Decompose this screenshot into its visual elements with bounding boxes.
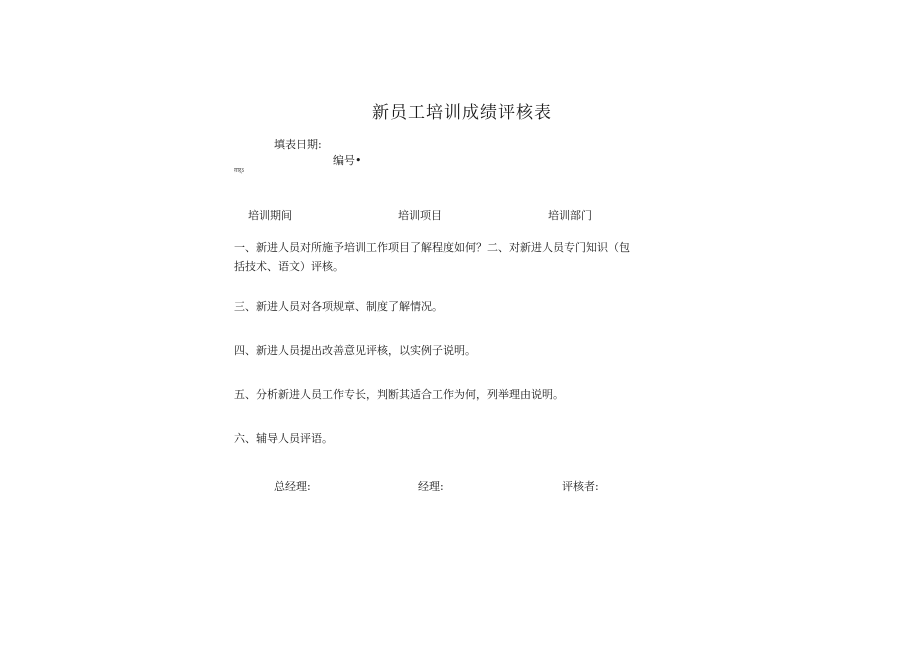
stray-mark: ग़ाऱ्ऽ bbox=[234, 167, 245, 174]
section-4: 四、新进人员提出改善意见评核，以实例子说明。 bbox=[234, 344, 476, 357]
reviewer-label: 评核者: bbox=[562, 480, 599, 493]
number-label: 编号• bbox=[333, 154, 362, 167]
section-3: 三、新进人员对各项规章、制度了解情况。 bbox=[234, 300, 443, 313]
section-6: 六、辅导人员评语。 bbox=[234, 432, 333, 445]
page-title: 新员工培训成绩评核表 bbox=[372, 103, 552, 123]
manager-label: 经理: bbox=[418, 480, 444, 493]
fill-date-label: 填表日期: bbox=[274, 138, 322, 151]
training-item-label: 培训项目 bbox=[398, 209, 442, 222]
section-1-2: 一、新进人员对所施予培训工作项目了解程度如何？二、对新进人员专门知识（包括技术、语文）评核。 bbox=[234, 241, 630, 273]
general-manager-label: 总经理: bbox=[274, 480, 311, 493]
training-department-label: 培训部门 bbox=[548, 209, 592, 222]
section-5: 五、分析新进人员工作专长，判断其适合工作为何，列举理由说明。 bbox=[234, 388, 564, 401]
training-period-label: 培训期间 bbox=[248, 209, 292, 222]
